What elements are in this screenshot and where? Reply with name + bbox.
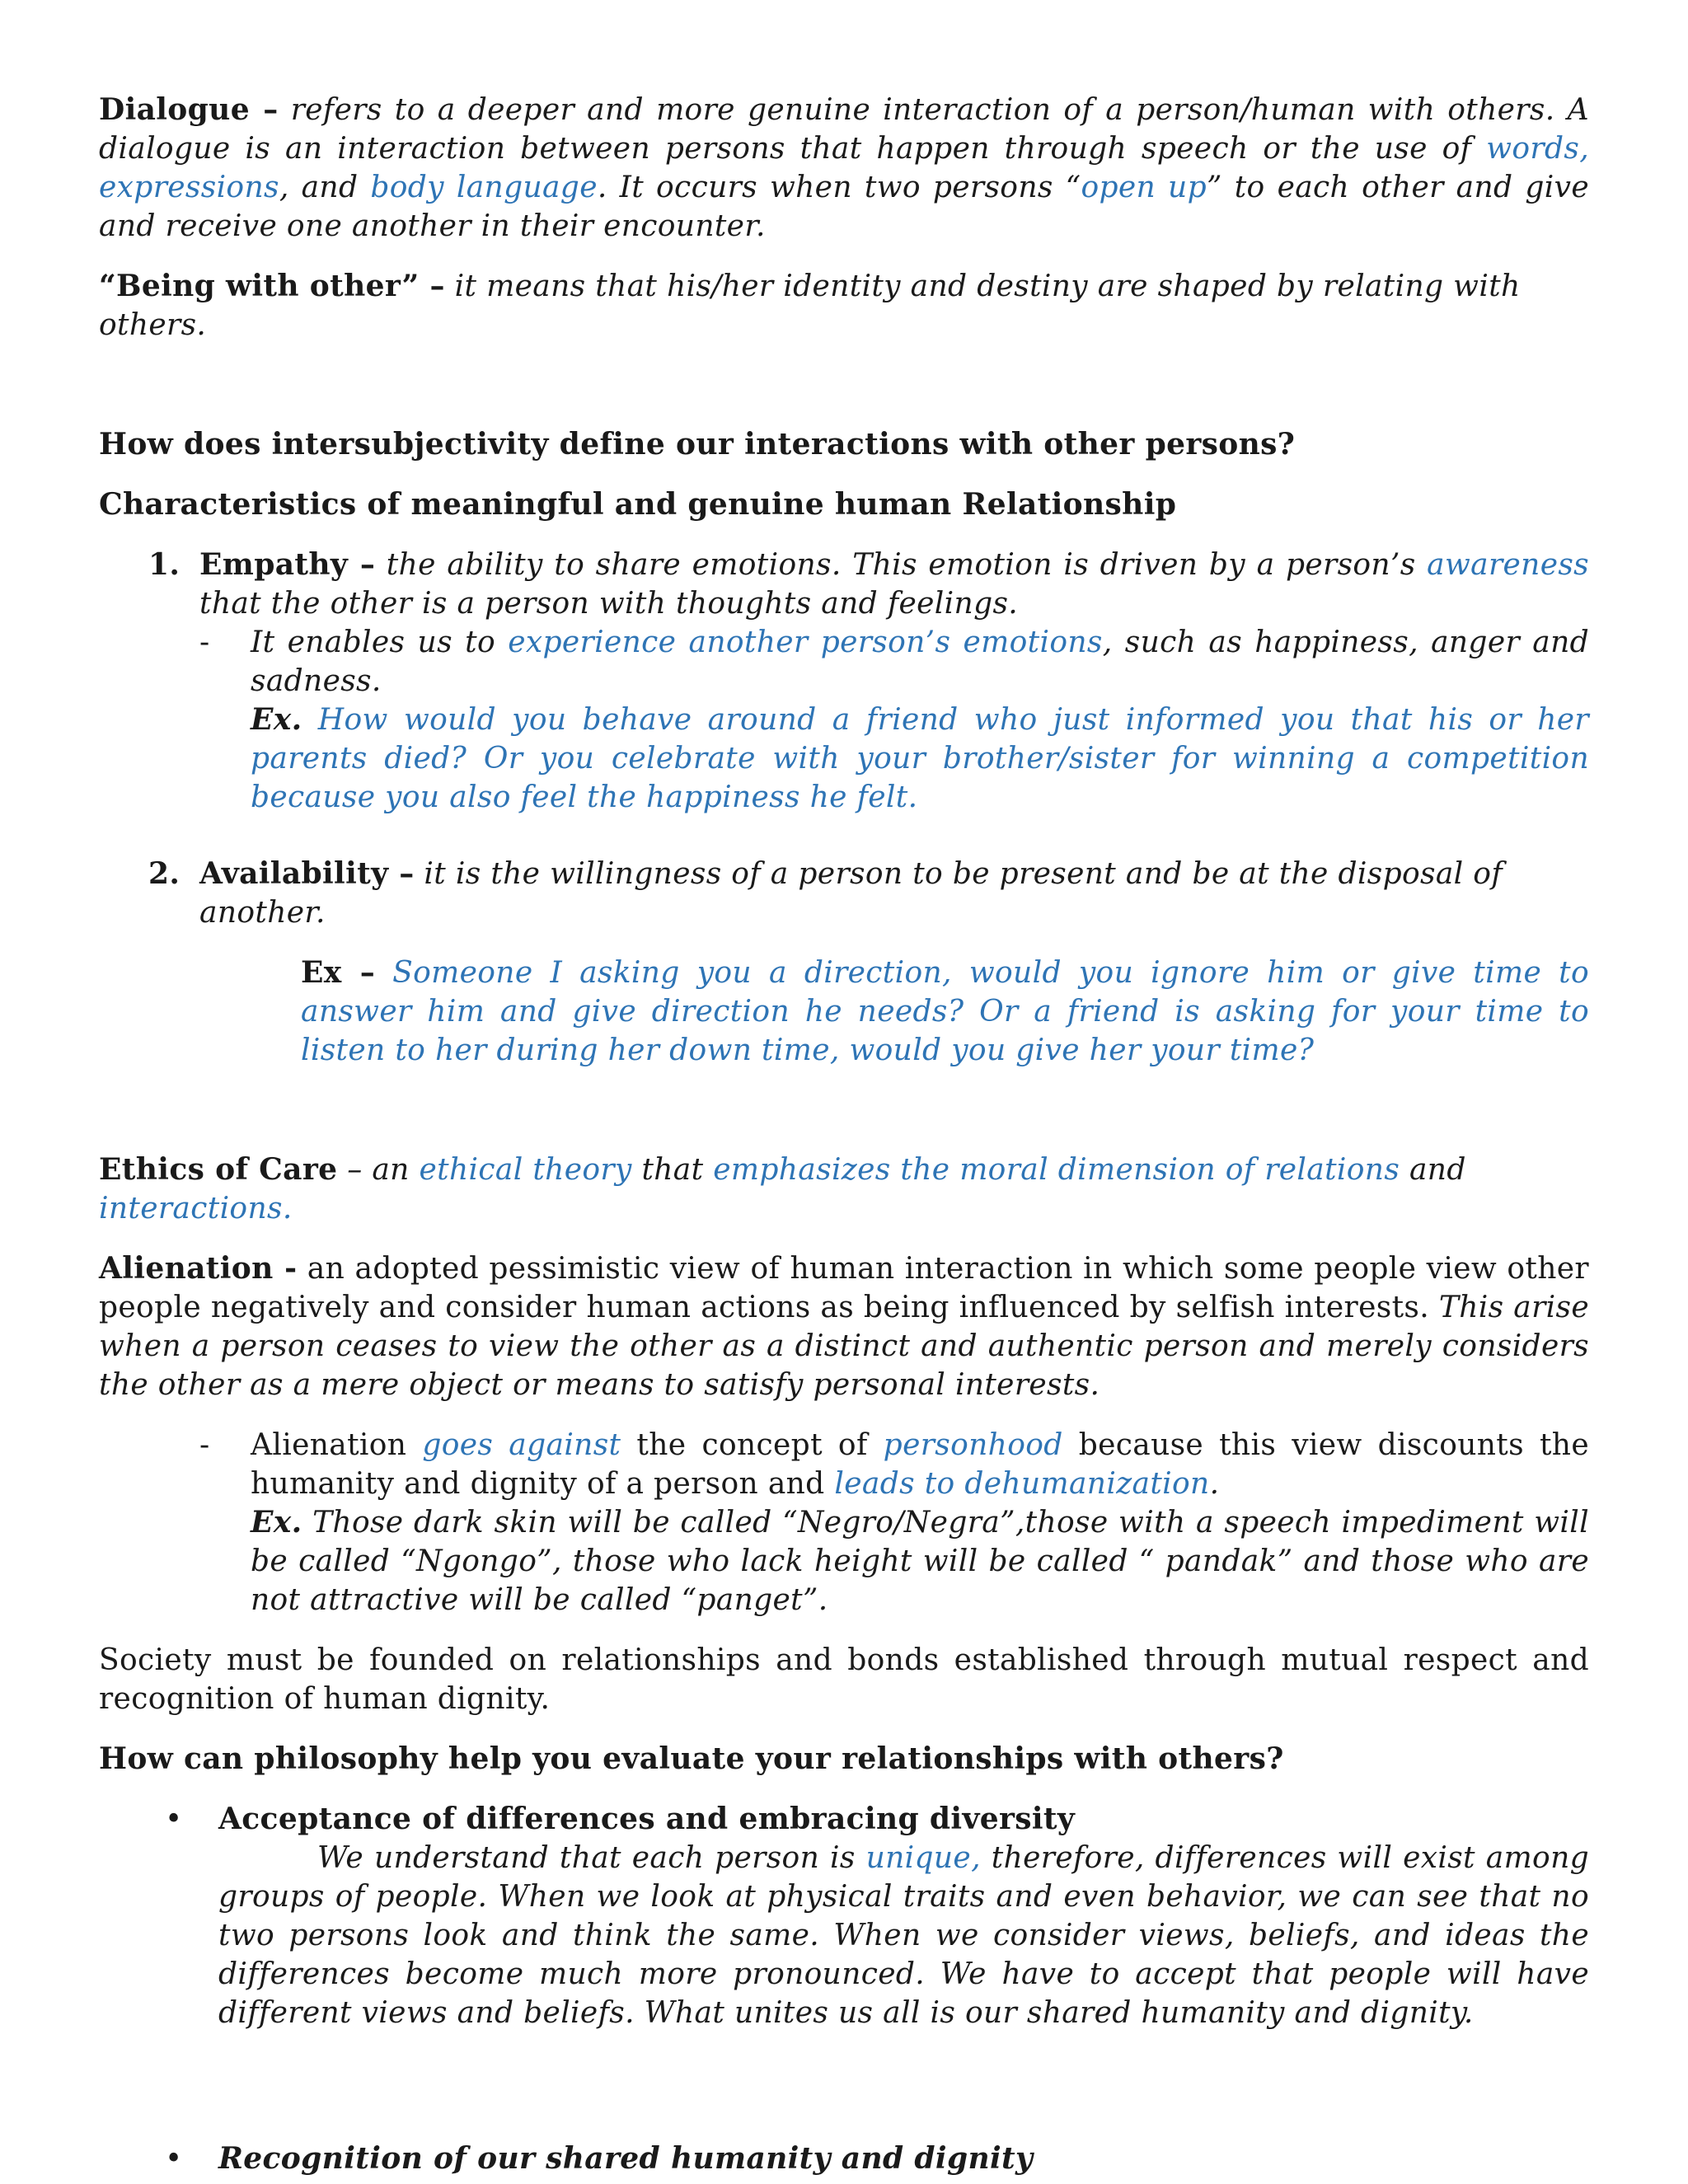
acceptance-bullet: • bbox=[165, 1802, 183, 1836]
dialogue-text-4: ” to each other and give and receive one another in their encounter. bbox=[99, 171, 1589, 243]
acceptance-text bbox=[218, 1839, 1589, 2032]
alienation-dash: - bbox=[199, 1428, 210, 1462]
question-philosophy: How can philosophy help you evaluate your relationships with others? bbox=[99, 1741, 1284, 1776]
alienation-sub-text-3: because this view discounts the humanity and dignity of a person and bbox=[251, 1428, 1589, 1501]
alienation-example-label: Ex. bbox=[251, 1505, 302, 1540]
empathy-example bbox=[251, 701, 1589, 817]
dialogue-text-1: refers to a deeper and more genuine interaction of a person/human with others. A dialogue is an interaction between persons that happen through speech or the use of bbox=[99, 93, 1589, 166]
empathy-example-label: Ex. bbox=[251, 702, 302, 737]
acceptance-heading: Acceptance of differences and embracing diversity bbox=[218, 1802, 1076, 1836]
empathy-subitem bbox=[99, 623, 1589, 817]
empathy-text-1: the ability to share emotions. This emotion is driven by a person’s bbox=[375, 548, 1428, 582]
alienation-sub-text-4: . bbox=[1209, 1467, 1220, 1501]
society-paragraph: Society must be founded on relationships and bonds established through mutual respect and recognition of human dignity. bbox=[99, 1643, 1589, 1716]
recognition-bullet: • bbox=[165, 2142, 183, 2176]
availability-text: it is the willingness of a person to be present and be at the disposal of another. bbox=[199, 857, 1503, 930]
availability-term: Availability – bbox=[199, 856, 415, 891]
ethics-of-care-paragraph bbox=[99, 1151, 1589, 1228]
characteristics-heading: Characteristics of meaningful and genuine human Relationship bbox=[99, 487, 1177, 522]
acceptance-text-2: therefore, differences will exist among groups of people. When we look at physical traits and even behavior, we can see that no two persons look and think the same. When we consider views, beliefs, and ideas the differences become much more pronounced. We have to accept that people will have different views and beliefs. What unites us all is our shared humanity and dignity. bbox=[218, 1841, 1590, 2030]
dialogue-text-2: , and bbox=[279, 171, 371, 204]
alienation-text-2: This arise when a person ceases to view the other as a distinct and authentic person and merely considers the other as a mere object or means to satisfy personal interests. bbox=[99, 1291, 1590, 1402]
ethics-text-3: and bbox=[1400, 1153, 1466, 1187]
empathy-number: 1. bbox=[148, 547, 181, 582]
being-with-other-definition: it means that his/her identity and destiny are shaped by relating with others. bbox=[99, 269, 1521, 342]
empathy-dash: - bbox=[199, 626, 210, 659]
availability-definition bbox=[199, 855, 1589, 932]
empathy-highlight-awareness: awareness bbox=[1427, 548, 1589, 582]
dialogue-highlight-open-up: open up bbox=[1081, 171, 1207, 204]
alienation-example bbox=[251, 1503, 1589, 1619]
alienation-sub-text-1: Alienation bbox=[251, 1428, 423, 1462]
alienation-paragraph bbox=[99, 1249, 1589, 1404]
ethics-text-2: that bbox=[631, 1153, 714, 1187]
dialogue-highlight-words: words, expressions bbox=[99, 132, 1589, 204]
empathy-definition bbox=[199, 546, 1589, 623]
dialogue-term: Dialogue – bbox=[99, 92, 279, 127]
dialogue-text-3: . It occurs when two persons “ bbox=[597, 171, 1081, 204]
ethics-highlight-interactions: interactions. bbox=[99, 1192, 293, 1226]
recognition-heading: Recognition of our shared humanity and dignity bbox=[218, 2141, 1034, 2176]
recognition-item bbox=[99, 2139, 1589, 2178]
availability-example-label: Ex – bbox=[301, 955, 376, 990]
ethics-text-1: – an bbox=[337, 1153, 420, 1187]
alienation-text-1: an adopted pessimistic view of human interaction in which some people view other people negatively and consider human actions as being influenced by selfish interests. bbox=[99, 1252, 1589, 1324]
alienation-highlight-personhood: personhood bbox=[883, 1428, 1063, 1462]
document-page bbox=[99, 91, 1589, 2178]
acceptance-highlight-unique: unique, bbox=[865, 1841, 981, 1875]
alienation-example-text: Those dark skin will be called “Negro/Negra”,those with a speech impediment will be called “Ngongo”, those who lack height will be called “ pandak” and those who are not attractive will be called “panget”. bbox=[251, 1506, 1589, 1617]
availability-number: 2. bbox=[148, 856, 181, 891]
alienation-highlight-goes-against: goes against bbox=[422, 1428, 621, 1462]
acceptance-item bbox=[99, 1800, 1589, 2032]
alienation-term: Alienation - bbox=[99, 1251, 298, 1286]
dialogue-paragraph bbox=[99, 91, 1589, 246]
question-intersubjectivity: How does intersubjectivity define our interactions with other persons? bbox=[99, 427, 1296, 462]
ethics-highlight-ethical-theory: ethical theory bbox=[419, 1153, 632, 1187]
alienation-highlight-dehumanization: leads to dehumanization bbox=[834, 1467, 1210, 1501]
ethics-highlight-moral-dimension: emphasizes the moral dimension of relations bbox=[713, 1153, 1400, 1187]
availability-example-text: Someone I asking you a direction, would you ignore him or give time to answer him and give direction he needs? Or a friend is asking for your time to listen to her during her down time, would you give her your time? bbox=[301, 956, 1589, 1067]
availability-example bbox=[99, 954, 1589, 1070]
availability-item bbox=[99, 855, 1589, 932]
alienation-sub-text-2: the concept of bbox=[621, 1428, 884, 1462]
empathy-sub-text-1: It enables us to bbox=[251, 626, 509, 659]
ethics-of-care-term: Ethics of Care bbox=[99, 1152, 338, 1187]
empathy-sub-text-2: , such as happiness, anger and sadness. bbox=[251, 626, 1589, 698]
alienation-subitem-text bbox=[251, 1426, 1589, 1503]
being-with-other-paragraph bbox=[99, 267, 1589, 344]
dialogue-highlight-body-language: body language bbox=[370, 171, 598, 204]
empathy-sub-highlight: experience another person’s emotions bbox=[508, 626, 1103, 659]
empathy-text-2: that the other is a person with thoughts and feelings. bbox=[199, 587, 1019, 621]
empathy-item bbox=[99, 546, 1589, 623]
empathy-subitem-text bbox=[251, 623, 1589, 701]
alienation-subitem bbox=[99, 1426, 1589, 1619]
empathy-term: Empathy – bbox=[199, 547, 376, 582]
empathy-example-text: How would you behave around a friend who just informed you that his or her parents died? Or you celebrate with your brother/sister for winning a competition because you also feel the happiness he felt. bbox=[251, 703, 1589, 814]
acceptance-text-1: We understand that each person is bbox=[317, 1841, 866, 1875]
being-with-other-term: “Being with other” – bbox=[99, 269, 445, 303]
